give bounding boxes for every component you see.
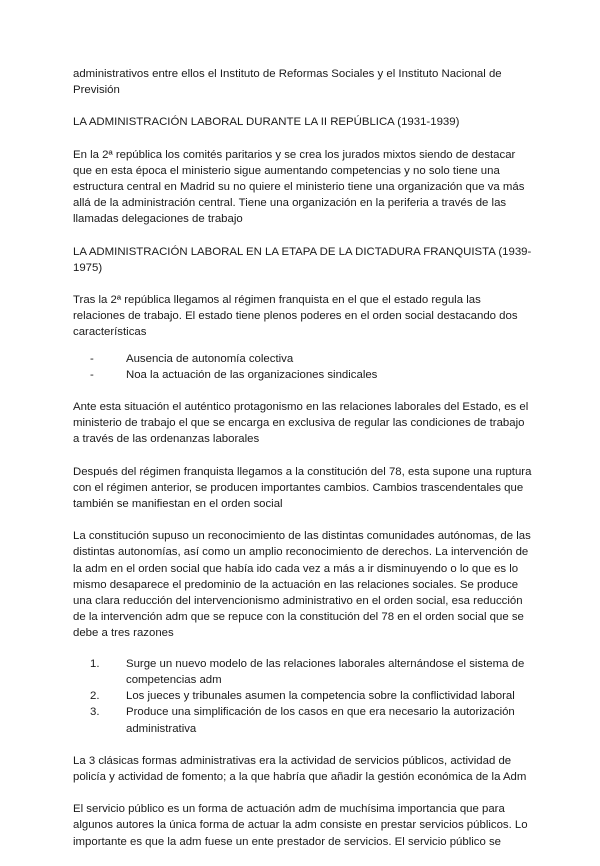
dash-bullet: -: [90, 368, 94, 381]
list-item: [90, 688, 533, 704]
list-item-text: Ausencia de autonomía colectiva: [126, 352, 294, 365]
caracteristicas-list: [73, 351, 533, 383]
list-item: [90, 351, 533, 367]
heading-dictadura-franquista: LA ADMINISTRACIÓN LABORAL EN LA ETAPA DE LA DICTADURA FRANQUISTA (1939-1975): [73, 245, 532, 274]
paragraph-ministerio-trabajo: Ante esta situación el auténtico protagonismo en las relaciones laborales del Estado, es el ministerio de trabajo el que se encarga en exclusiva de regular las condiciones de trabajo a través de las ordenanzas laborales: [73, 401, 529, 446]
list-item-text: Noa la actuación de las organizaciones sindicales: [126, 368, 378, 381]
paragraph-formas-administrativas: La 3 clásicas formas administrativas era la actividad de servicios públicos, actividad de policía y actividad de fomento; a la que habría que añadir la gestión económica de la Adm: [73, 754, 527, 783]
list-number: 2.: [90, 690, 100, 703]
paragraph-constitucion-78: Después del régimen franquista llegamos a la constitución del 78, esta supone una ruptura con el régimen anterior, se producen importantes cambios. Cambios trascendentales que también se manifiestan en el orden social: [73, 465, 532, 511]
list-item-text: Surge un nuevo modelo de las relaciones laborales alternándose el sistema de competencias adm: [126, 657, 525, 686]
paragraph-dictadura: Tras la 2ª república llegamos al régimen franquista en el que el estado regula las relaciones de trabajo. El estado tiene plenos poderes en el orden social destacando dos características: [73, 294, 518, 339]
document-page: [73, 66, 533, 866]
list-item-text: Los jueces y tribunales asumen la competencia sobre la conflictividad laboral: [126, 690, 515, 703]
list-number: 3.: [90, 706, 100, 719]
list-item: [90, 704, 533, 736]
heading-segunda-republica: LA ADMINISTRACIÓN LABORAL DURANTE LA II REPÚBLICA (1931-1939): [73, 116, 460, 129]
paragraph-constitucion-autonomias: La constitución supuso un reconocimiento de las distintas comunidades autónomas, de las distintas autonomías, así como un amplio reconocimiento de derechos. La intervención de la adm en el orden social que había ido cada vez a más a ir disminuyendo o lo que es lo mismo desaparece el predominio de la actuación en las relaciones sociales. Se produce una clara reducción del intervencionismo administrativo en el orden social, esa reducción de la intervención adm que se repuce con la constitución del 78 en el orden social que se debe a tres razones: [73, 530, 531, 640]
list-item: [90, 656, 533, 688]
list-item-text: Produce una simplificación de los casos en que era necesario la autorización administrativa: [126, 706, 515, 735]
dash-bullet: -: [90, 352, 94, 365]
paragraph-servicio-publico: El servicio público es un forma de actuación adm de muchísima importancia que para algunos autores la única forma de actuar la adm consiste en prestar servicios públicos. Lo importante es que la adm fuese un ente prestador de servicios. El servicio público se: [73, 803, 528, 848]
paragraph-intro: administrativos entre ellos el Instituto de Reformas Sociales y el Instituto Nacional de Previsión: [73, 68, 502, 97]
list-number: 1.: [90, 657, 100, 670]
paragraph-segunda-republica: En la 2ª república los comités paritarios y se crea los jurados mixtos siendo de destacar que en esta época el ministerio sigue aumentando competencias y no solo tiene una estructura central en Madrid su no quiere el ministerio tiene una organización que va más allá de la administración central. Tiene una organización en la periferia a través de las llamadas delegaciones de trabajo: [73, 148, 525, 226]
list-item: [90, 367, 533, 383]
razones-list: [73, 656, 533, 737]
